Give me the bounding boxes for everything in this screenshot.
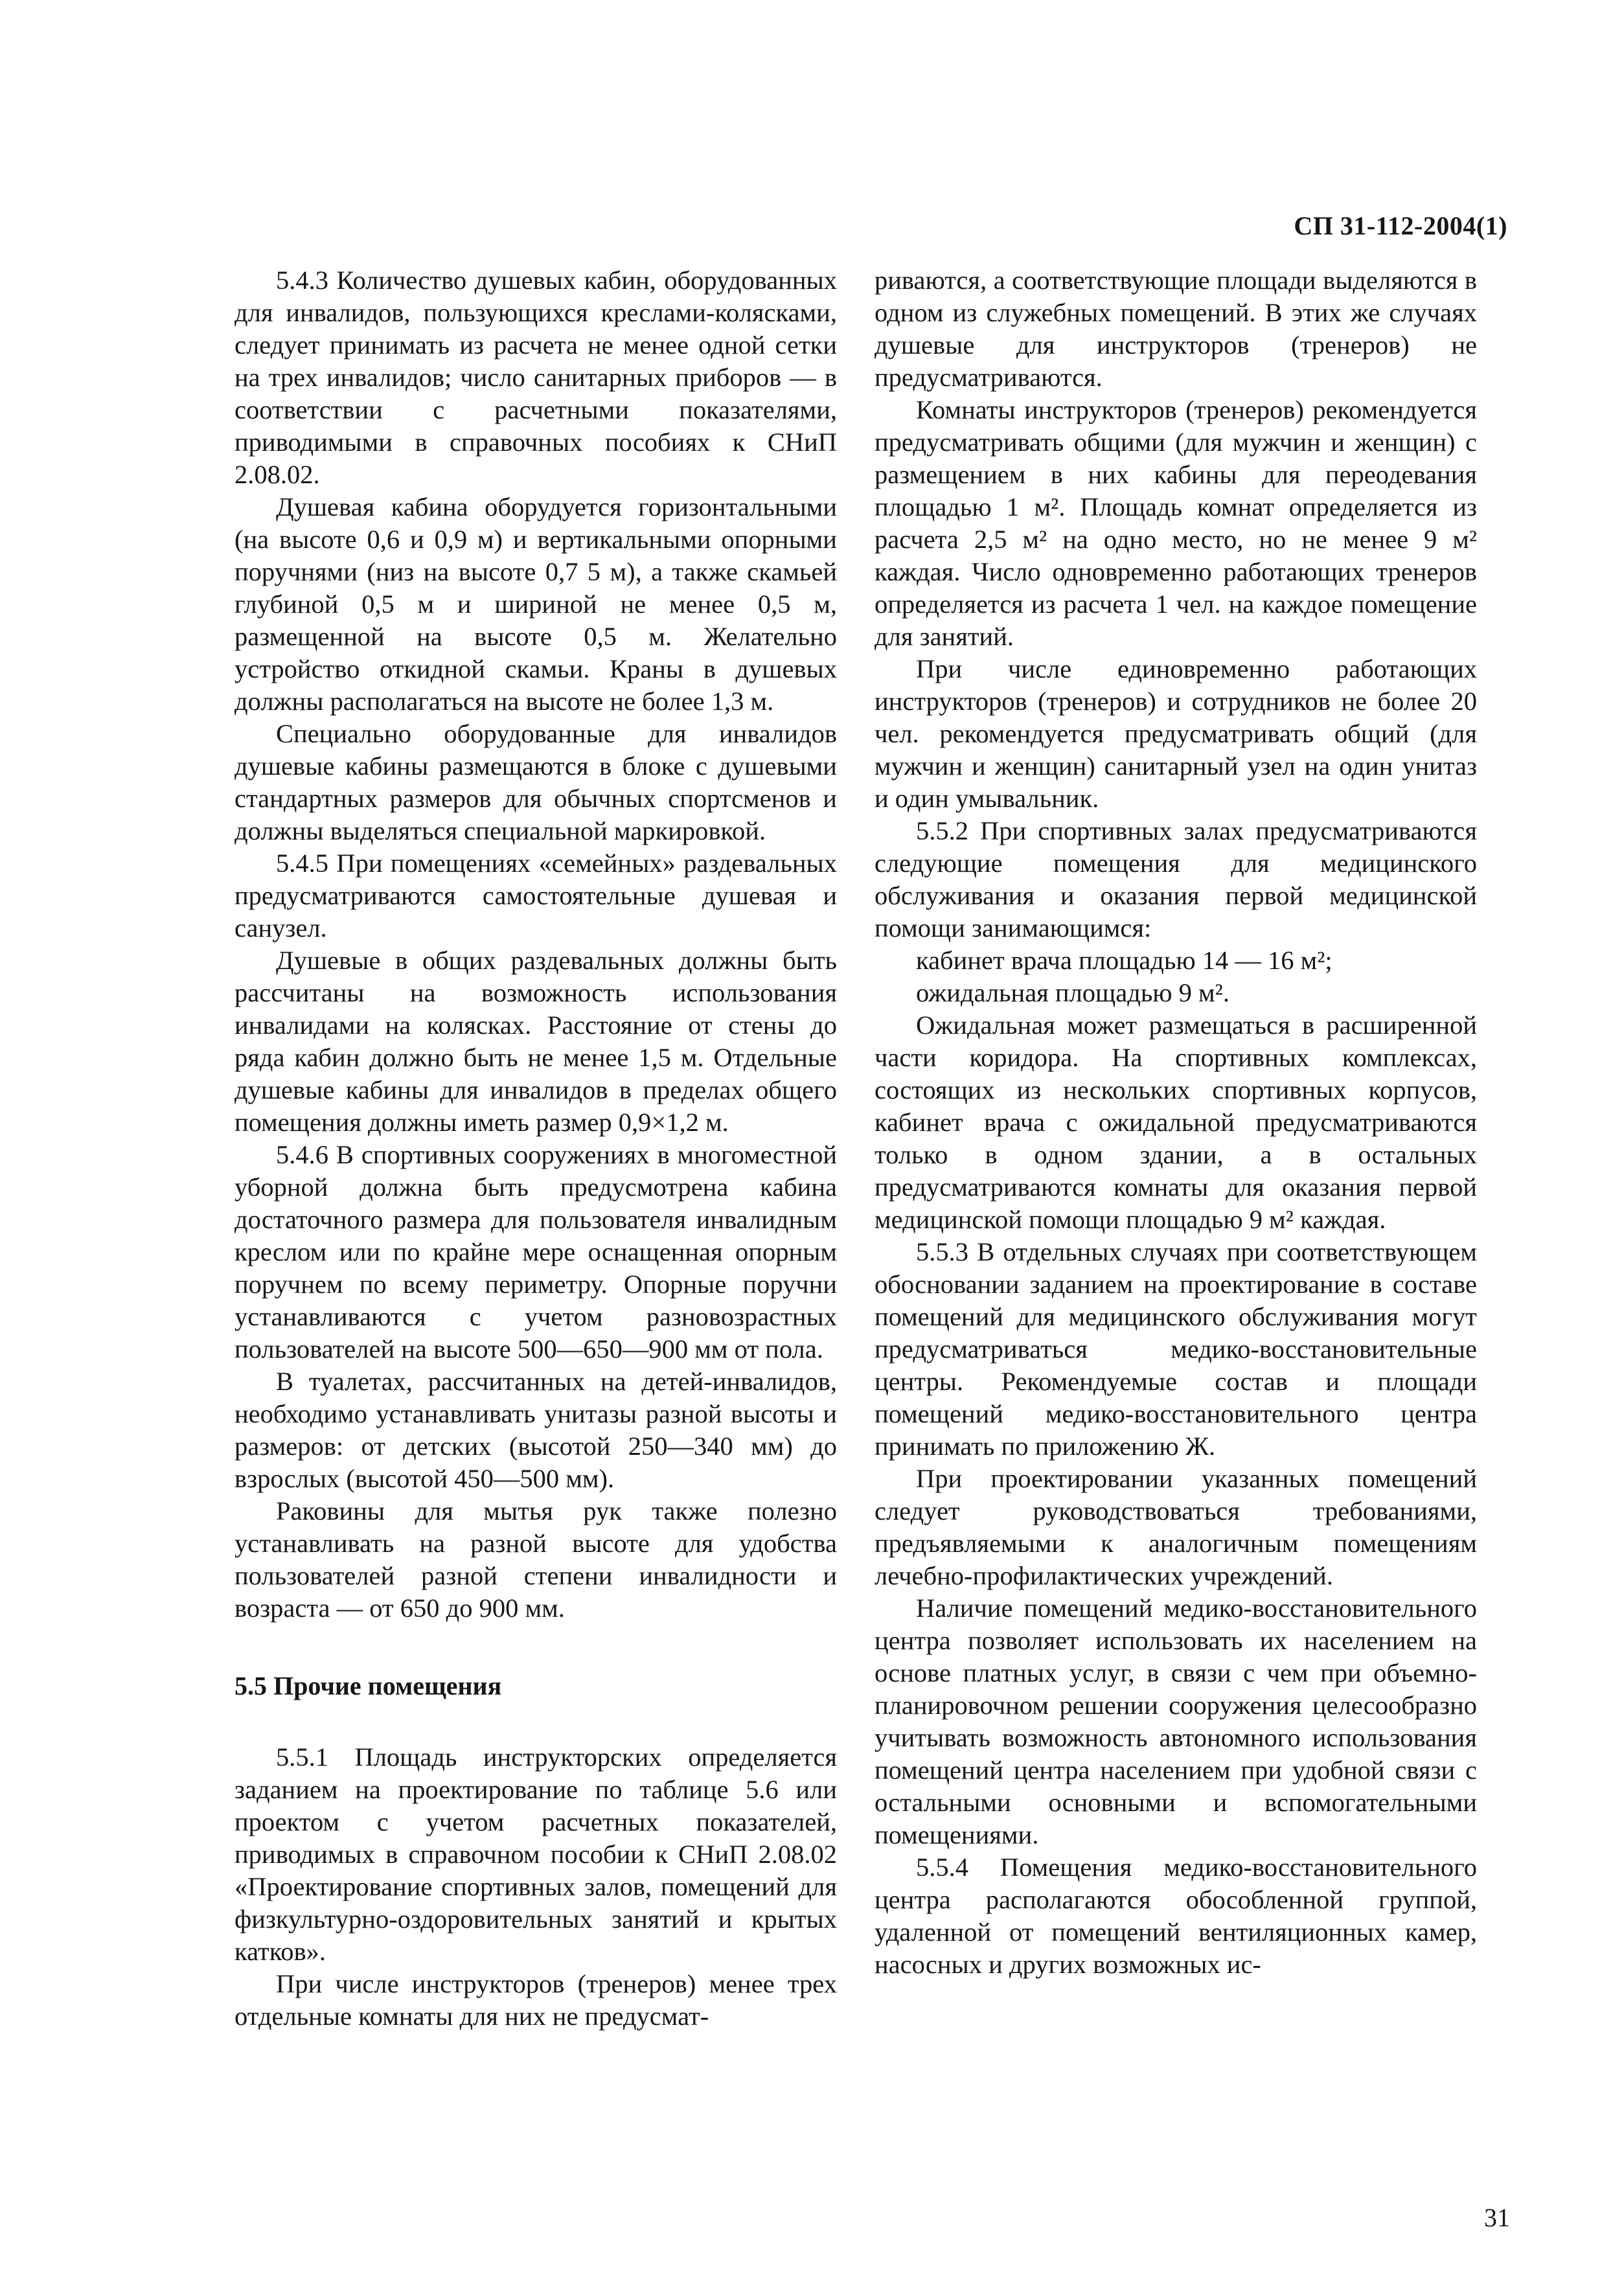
paragraph-sanitary-unit: При числе единовременно работающих инструкторов (тренеров) и сотрудников не более 20 чел. рекомендуется предусматривать общий (для мужчин и женщин) санитарный узел на один унитаз и один умывальник.	[875, 654, 1477, 813]
paragraph-common-showers: Душевые в общих раздевальных должны быть рассчитаны на возможность использования инвалидами на колясках. Расстояние от стены до ряда кабин должно быть не менее 1,5 м. Отдельные душевые кабины для инвалидов в пределах общего помещения должны иметь размер 0,9×1,2 м.	[234, 946, 837, 1137]
paragraph-instructor-rooms: Комнаты инструкторов (тренеров) рекомендуется предусматривать общими (для мужчин и женщин) с размещением в них кабины для переодевания площадью 1 м². Площадь комнат определяется из расчета 2,5 м² на одно место, но не менее 9 м² каждая. Число одновременно работающих тренеров определяется из расчета 1 чел. на каждое помещение для занятий.	[875, 395, 1477, 651]
paragraph-5-5-2: 5.5.2 При спортивных залах предусматриваются следующие помещения для медицинского обслуживания и оказания первой медицинской помощи занимающимся:	[875, 816, 1477, 942]
paragraph-5-5-4: 5.5.4 Помещения медико-восстановительного центра располагаются обособленной группой, удаленной от помещений вентиляционных камер, насосных и других возможных ис-	[875, 1853, 1477, 1979]
paragraph-paid-services: Наличие помещений медико-восстановительного центра позволяет использовать их населением на основе платных услуг, в связи с чем при объемно-планировочном решении сооружения целесообразно учитывать возможность автономного использования помещений центра населением при удобной связи с остальными основными и вспомогательными помещениями.	[875, 1593, 1477, 1849]
paragraph-waiting-room: Ожидальная может размещаться в расширенной части коридора. На спортивных комплексах, состоящих из нескольких спортивных корпусов, кабинет врача с ожидальной предусматриваются только в одном здании, а в остальных предусматриваются комнаты для оказания первой медицинской помощи площадью 9 м² каждая.	[875, 1011, 1477, 1234]
section-heading-5-5: 5.5 Прочие помещения	[234, 1671, 502, 1700]
list-item-waiting-room: ожидальная площадью 9 м².	[916, 978, 1229, 1007]
paragraph-5-4-6: 5.4.6 В спортивных сооружениях в многоместной уборной должна быть предусмотрена кабина достаточного размера для пользователя инвалидным креслом или по крайне мере оснащенная опорным поручнем по всему периметру. Опорные поручни устанавливаются с учетом разновозрастных пользователей на высоте 500—650—900 мм от пола.	[234, 1140, 837, 1364]
document-code-header: СП 31-112-2004(1)	[1294, 211, 1507, 240]
paragraph-continuation: риваются, а соответствующие площади выделяются в одном из служебных помещений. В этих же случаях душевые для инструкторов (тренеров) не предусматриваются.	[875, 266, 1477, 392]
paragraph-special-cabins: Специально оборудованные для инвалидов душевые кабины размещаются в блоке с душевыми стандартных размеров для обычных спортсменов и должны выделяться специальной маркировкой.	[234, 719, 837, 845]
left-column	[234, 264, 837, 2033]
paragraph-shower-cabin: Душевая кабина оборудуется горизонтальными (на высоте 0,6 и 0,9 м) и вертикальными опорными поручнями (низ на высоте 0,7 5 м), а также скамьей глубиной 0,5 м и шириной не менее 0,5 м, размещенной на высоте 0,5 м. Желательно устройство откидной скамьи. Краны в душевых должны располагаться на высоте не более 1,3 м.	[234, 492, 837, 716]
paragraph-5-4-5: 5.4.5 При помещениях «семейных» раздевальных предусматриваются самостоятельные душевая и санузел.	[234, 849, 837, 942]
list-item-doctor-office: кабинет врача площадью 14 — 16 м²;	[916, 946, 1332, 975]
paragraph-5-4-3: 5.4.3 Количество душевых кабин, оборудованных для инвалидов, пользующихся креслами-колясками, следует принимать из расчета не менее одной сетки на трех инвалидов; число санитарных приборов — в соответствии с расчетными показателями, приводимыми в справочных пособиях к СНиП 2.08.02.	[234, 266, 837, 489]
paragraph-design-requirements: При проектировании указанных помещений следует руководствоваться требованиями, предъявляемыми к аналогичным помещениям лечебно-профилактических учреждений.	[875, 1464, 1477, 1590]
right-column	[875, 264, 1477, 1981]
paragraph-toilets-children: В туалетах, рассчитанных на детей-инвалидов, необходимо устанавливать унитазы разной высоты и размеров: от детских (высотой 250—340 мм) до взрослых (высотой 450—500 мм).	[234, 1367, 837, 1493]
paragraph-instructors-count: При числе инструкторов (тренеров) менее трех отдельные комнаты для них не предусмат-	[234, 1969, 837, 2031]
paragraph-5-5-3: 5.5.3 В отдельных случаях при соответствующем обосновании заданием на проектирование в составе помещений для медицинского обслуживания могут предусматриваться медико-восстановительные центры. Рекомендуемые состав и площади помещений медико-восстановительного центра принимать по приложению Ж.	[875, 1237, 1477, 1461]
page-number: 31	[1484, 2203, 1510, 2232]
paragraph-washbasins: Раковины для мытья рук также полезно устанавливать на разной высоте для удобства пользователей разной степени инвалидности и возраста — от 650 до 900 мм.	[234, 1496, 837, 1623]
paragraph-5-5-1: 5.5.1 Площадь инструкторских определяется заданием на проектирование по таблице 5.6 или проектом с учетом расчетных показателей, приводимых в справочном пособии к СНиП 2.08.02 «Проектирование спортивных залов, помещений для физкультурно-оздоровительных занятий и крытых катков».	[234, 1742, 837, 1966]
